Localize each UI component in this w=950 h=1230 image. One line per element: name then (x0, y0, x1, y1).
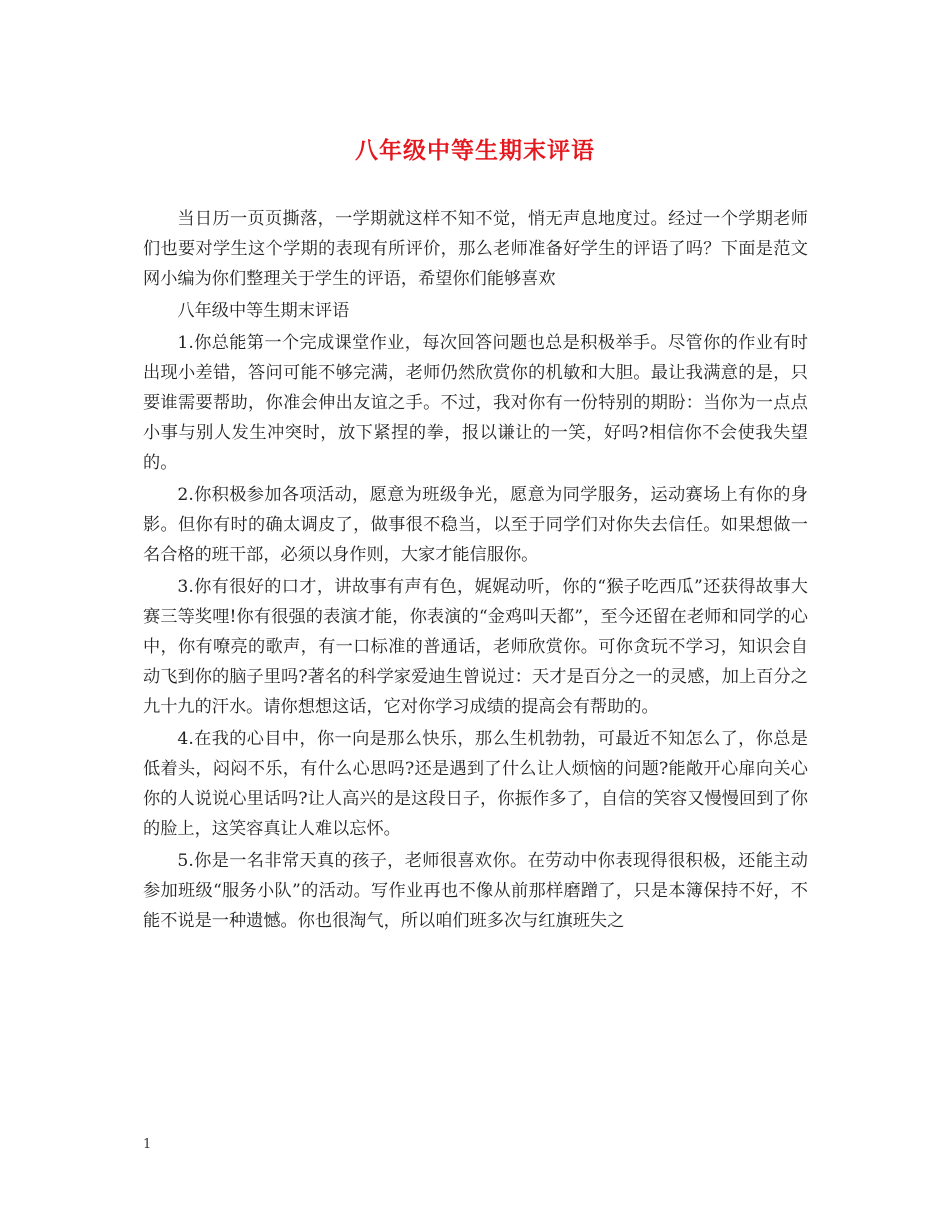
document-body (143, 204, 808, 936)
page-number: 1 (143, 1137, 152, 1152)
document-title: 八年级中等生期末评语 (355, 137, 595, 164)
comment-paragraph-3: 3.你有很好的口才，讲故事有声有色，娓娓动听，你的“猴子吃西瓜”还获得故事大赛三等奖哩!你有很强的表演才能，你表演的“金鸡叫天都”，至今还留在老师和同学的心中，你有嘹亮的歌声，有一口标准的普通话，老师欣赏你。可你贪玩不学习，知识会自动飞到你的脑子里吗?著名的科学家爱迪生曾说过：天才是百分之一的灵感，加上百分之九十九的汗水。请你想想这话，它对你学习成绩的提高会有帮助的。 (143, 577, 808, 717)
comment-paragraph-5: 5.你是一名非常天真的孩子，老师很喜欢你。在劳动中你表现得很积极，还能主动参加班级“服务小队”的活动。写作业再也不像从前那样磨蹭了，只是本簿保持不好，不能不说是一种遗憾。你也很淘气，所以咱们班多次与红旗班失之 (143, 851, 808, 931)
comment-paragraph-4: 4.在我的心目中，你一向是那么快乐，那么生机勃勃，可最近不知怎么了，你总是低着头，闷闷不乐，有什么心思吗?还是遇到了什么让人烦恼的问题?能敞开心扉向关心你的人说说心里话吗?让人高兴的是这段日子，你振作多了，自信的笑容又慢慢回到了你的脸上，这笑容真让人难以忘怀。 (143, 729, 808, 839)
comment-paragraph-1: 1.你总能第一个完成课堂作业，每次回答问题也总是积极举手。尽管你的作业有时出现小差错，答问可能不够完满，老师仍然欣赏你的机敏和大胆。最让我满意的是，只要谁需要帮助，你准会伸出友谊之手。不过，我对你有一份特别的期盼：当你为一点点小事与别人发生冲突时，放下紧捏的拳，报以谦让的一笑，好吗?相信你不会使我失望的。 (143, 333, 808, 473)
section-heading: 八年级中等生期末评语 (177, 301, 350, 321)
comment-paragraph-2: 2.你积极参加各项活动，愿意为班级争光，愿意为同学服务，运动赛场上有你的身影。但你有时的确太调皮了，做事很不稳当，以至于同学们对你失去信任。如果想做一名合格的班干部，必须以身作则，大家才能信服你。 (143, 485, 808, 565)
intro-paragraph: 当日历一页页撕落，一学期就这样不知不觉，悄无声息地度过。经过一个学期老师们也要对学生这个学期的表现有所评价，那么老师准备好学生的评语了吗？下面是范文网小编为你们整理关于学生的评语，希望你们能够喜欢 (143, 209, 808, 289)
